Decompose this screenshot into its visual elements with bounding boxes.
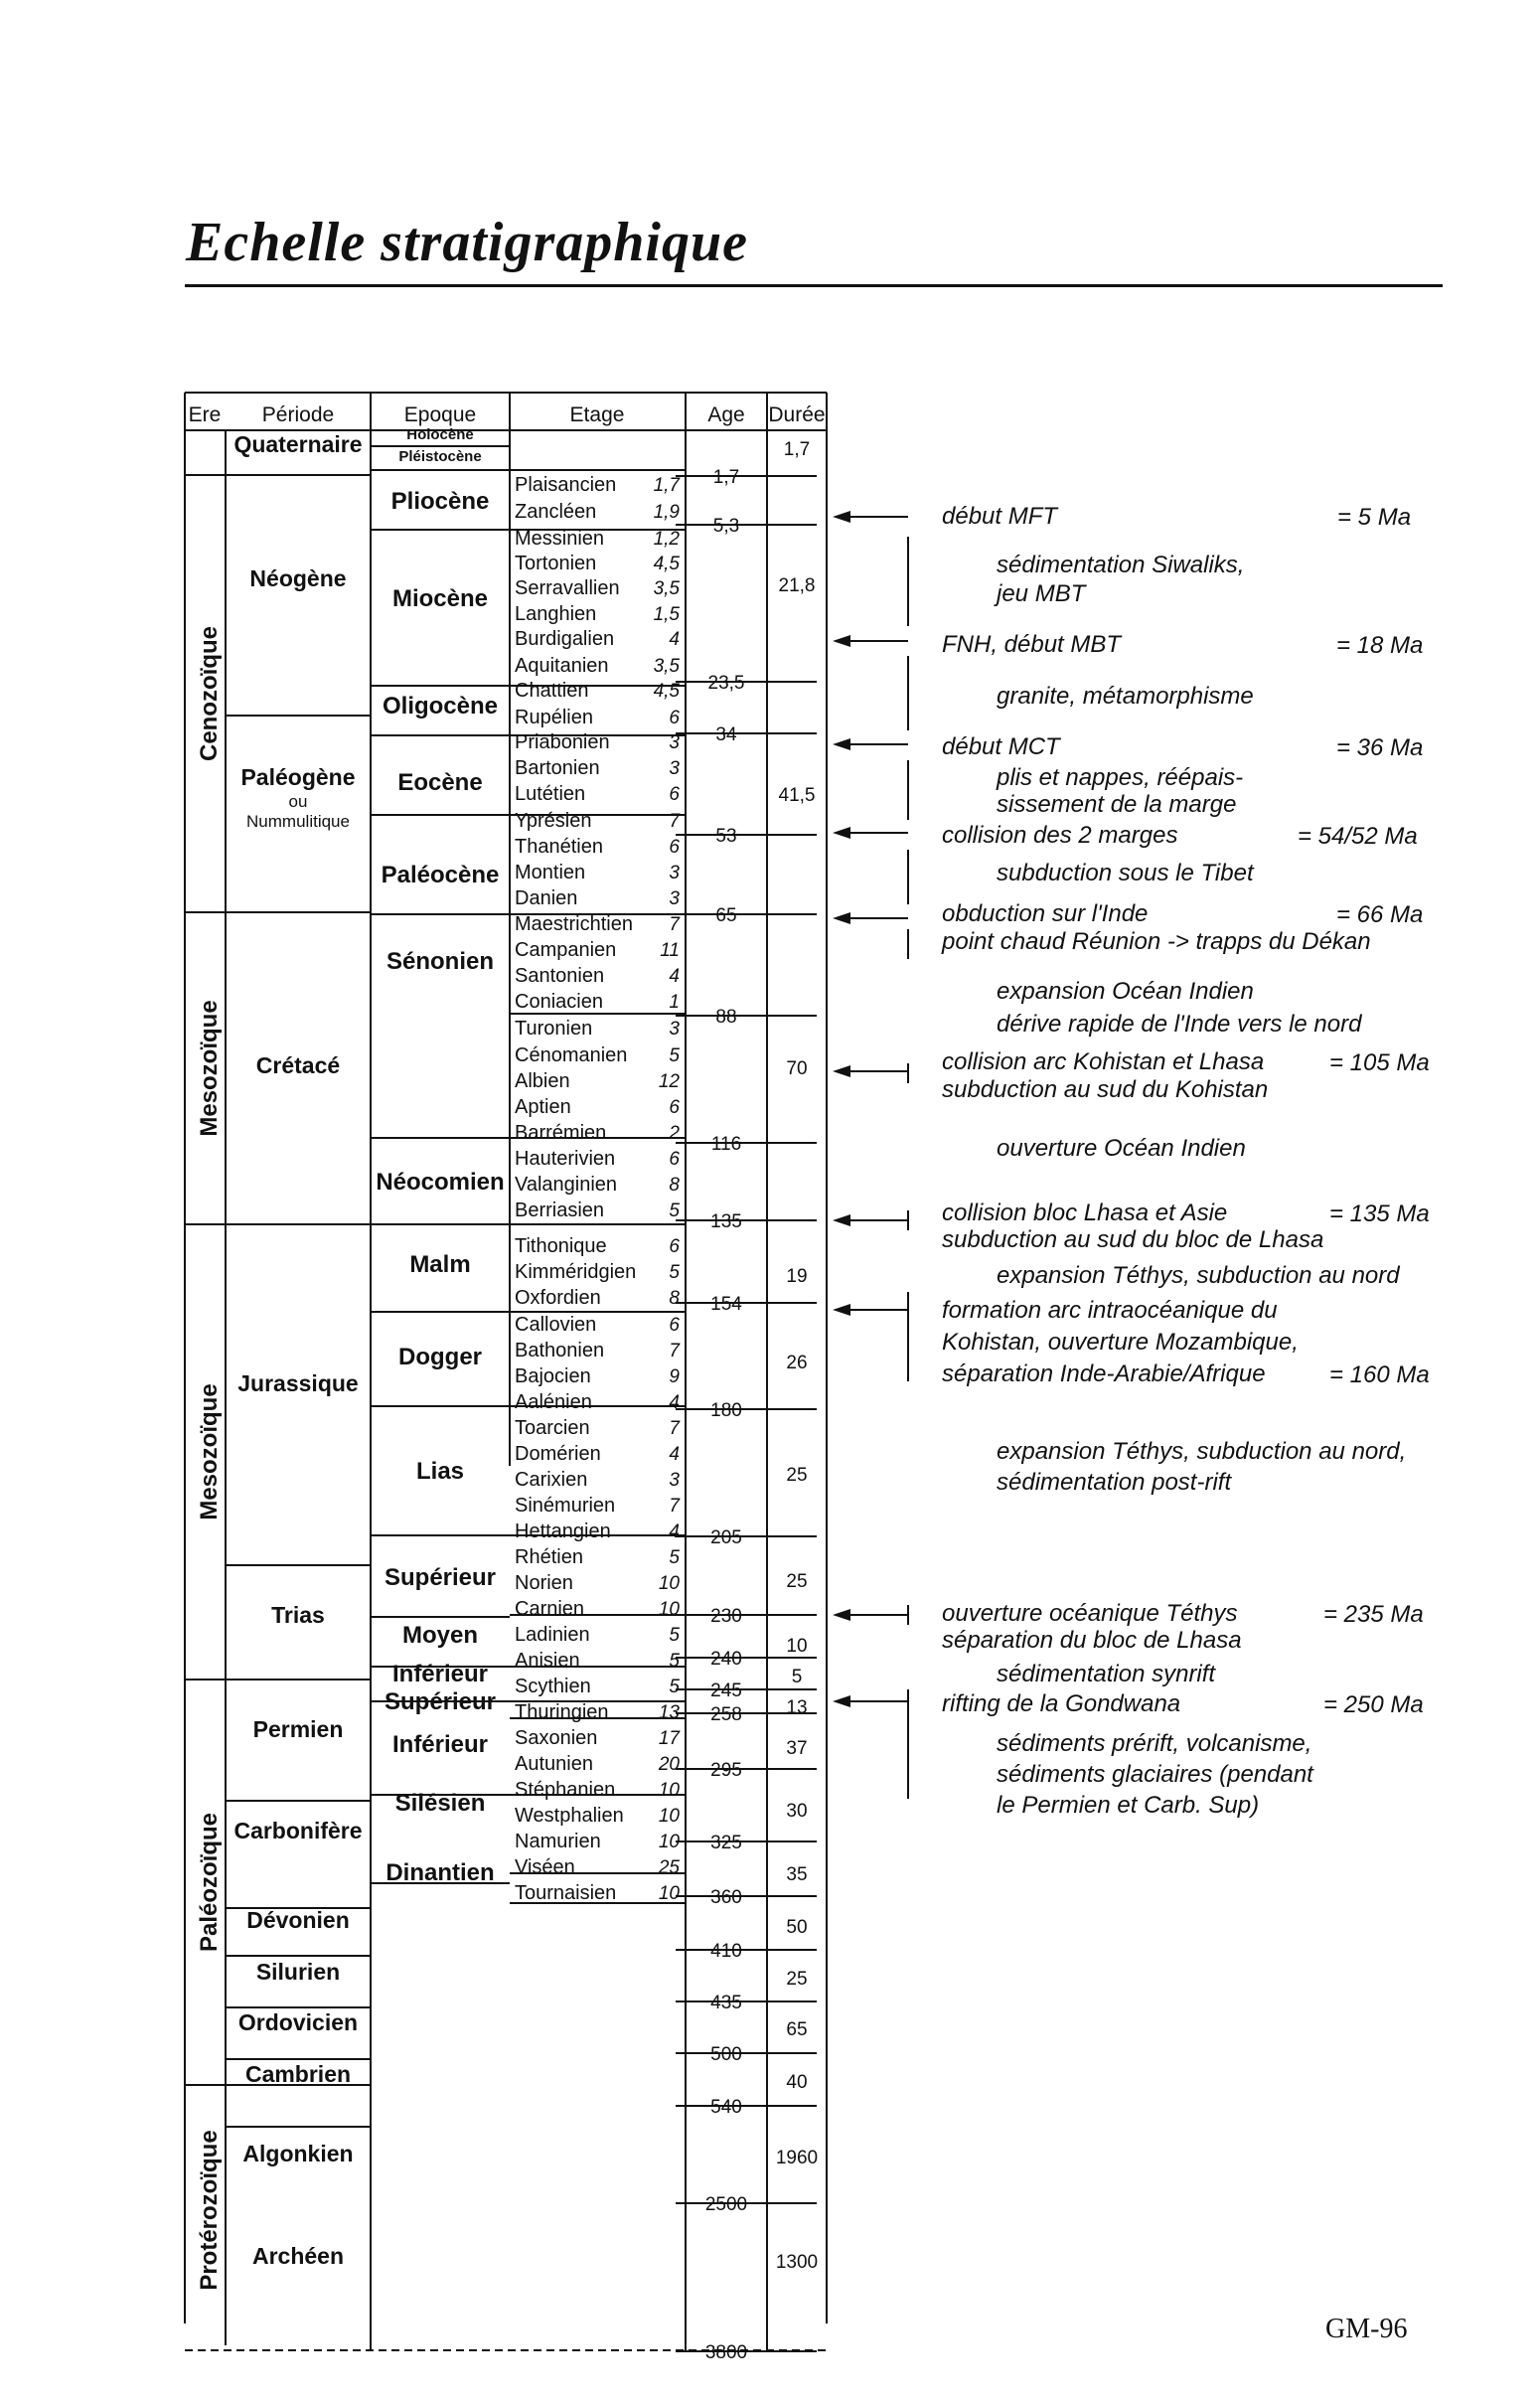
duration-value: 40 xyxy=(786,2072,808,2093)
annotation-text: expansion Téthys, subduction au nord xyxy=(997,1262,1400,1289)
stage-duration: 4,5 xyxy=(653,554,680,574)
annotation-age: = 36 Ma xyxy=(1336,734,1424,761)
stage-duration: 3 xyxy=(669,1470,680,1491)
age-value: 5,3 xyxy=(712,516,740,537)
stage-name: Cénomanien xyxy=(515,1044,628,1066)
annotation-text: sédimentation post-rift xyxy=(997,1469,1232,1496)
stage-name: Bathonien xyxy=(515,1340,605,1361)
stage-duration: 1,9 xyxy=(653,502,680,523)
stage-duration: 4 xyxy=(669,1521,680,1542)
duration-value: 10 xyxy=(786,1636,808,1657)
age-value: 88 xyxy=(715,1007,737,1028)
epoch-label: Dinantien xyxy=(385,1859,495,1886)
annotation-text: ouverture océanique Téthys xyxy=(942,1600,1238,1627)
stage-name: Saxonien xyxy=(515,1727,598,1749)
annotation-text: FNH, début MBT xyxy=(942,631,1122,658)
stage-name: Tithonique xyxy=(515,1235,607,1257)
stage-name: Chattien xyxy=(515,680,589,702)
annotation-text: granite, métamorphisme xyxy=(997,683,1254,710)
epoch-label: Pléistocène xyxy=(398,448,482,465)
epoch-label: Malm xyxy=(409,1251,471,1278)
age-value: 53 xyxy=(715,826,737,847)
annotation-text: ouverture Océan Indien xyxy=(997,1135,1246,1162)
stage-duration: 7 xyxy=(669,1496,680,1517)
age-value: 245 xyxy=(710,1681,742,1701)
age-value: 500 xyxy=(710,2044,742,2065)
period-label: Jurassique xyxy=(237,1370,359,1396)
annotation-text: collision arc Kohistan et Lhasa xyxy=(942,1048,1265,1075)
stage-name: Berriasien xyxy=(515,1200,605,1221)
epoch-label: Supérieur xyxy=(384,1564,497,1591)
duration-value: 65 xyxy=(786,2019,808,2040)
era-label: Protérozoïque xyxy=(196,2130,223,2291)
stage-name: Zancléen xyxy=(515,501,597,523)
stage-duration: 13 xyxy=(658,1702,680,1723)
duration-value: 25 xyxy=(786,1571,808,1592)
stage-name: Messinien xyxy=(515,528,605,550)
stage-duration: 8 xyxy=(669,1175,680,1196)
stage-duration: 7 xyxy=(669,1418,680,1439)
header-age: Age xyxy=(707,403,745,426)
stage-duration: 4 xyxy=(669,1444,680,1465)
annotation-text: sédimentation Siwaliks, xyxy=(997,552,1245,578)
period-label: Paléogène xyxy=(240,764,356,790)
stage-duration: 1,5 xyxy=(653,604,680,625)
stage-name: Rupélien xyxy=(515,707,593,728)
table-text xyxy=(189,403,826,2363)
annotation-text: subduction au sud du bloc de Lhasa xyxy=(942,1226,1324,1253)
duration-value: 25 xyxy=(786,1465,808,1486)
stage-duration: 3,5 xyxy=(653,656,680,677)
stage-name: Bajocien xyxy=(515,1365,591,1387)
stage-duration: 25 xyxy=(658,1857,680,1878)
annotation-age: = 105 Ma xyxy=(1329,1049,1430,1076)
arrow-head xyxy=(833,1695,850,1707)
epoch-label: Holocène xyxy=(406,426,474,443)
annotation-text: obduction sur l'Inde xyxy=(942,900,1149,927)
stage-name: Callovien xyxy=(515,1314,597,1336)
annotation-text: sédimentation synrift xyxy=(997,1661,1216,1687)
age-value: 325 xyxy=(710,1833,742,1853)
stage-name: Carixien xyxy=(515,1469,588,1491)
stage-name: Thuringien xyxy=(515,1701,609,1723)
stage-duration: 7 xyxy=(669,811,680,832)
stage-duration: 8 xyxy=(669,1288,680,1309)
epoch-label: Inférieur xyxy=(391,1661,489,1687)
arrow-head xyxy=(833,635,850,647)
duration-value: 5 xyxy=(791,1667,803,1687)
duration-value: 35 xyxy=(786,1864,808,1885)
stage-name: Toarcien xyxy=(515,1417,590,1439)
stage-name: Kimméridgien xyxy=(515,1261,637,1283)
arrow-head xyxy=(833,1609,850,1621)
stage-name: Westphalien xyxy=(515,1805,624,1827)
period-label: Crétacé xyxy=(255,1052,341,1078)
stage-duration: 5 xyxy=(669,1625,680,1646)
annotation-text: le Permien et Carb. Sup) xyxy=(997,1792,1260,1819)
age-value: 540 xyxy=(710,2097,742,2118)
stage-duration: 10 xyxy=(658,1883,680,1904)
stage-name: Tortonien xyxy=(515,553,597,574)
annotation-text: rifting de la Gondwana xyxy=(942,1690,1181,1717)
stage-duration: 6 xyxy=(669,784,680,805)
stage-duration: 12 xyxy=(658,1071,680,1092)
stage-duration: 3 xyxy=(669,863,680,883)
stage-duration: 4 xyxy=(669,966,680,987)
stage-duration: 4,5 xyxy=(653,681,680,702)
annotation-text: expansion Téthys, subduction au nord, xyxy=(997,1438,1407,1465)
epoch-label: Moyen xyxy=(401,1622,479,1649)
stage-duration: 1,7 xyxy=(653,475,680,496)
stage-name: Plaisancien xyxy=(515,474,617,496)
stage-duration: 10 xyxy=(658,1780,680,1801)
stage-name: Danien xyxy=(515,887,578,909)
stage-name: Sinémurien xyxy=(515,1495,616,1517)
annotation-text: point chaud Réunion -> trapps du Dékan xyxy=(942,928,1371,955)
duration-value: 26 xyxy=(786,1353,808,1373)
period-sublabel: ou xyxy=(288,792,308,811)
annotation-age: = 250 Ma xyxy=(1323,1691,1424,1718)
arrow-head xyxy=(833,511,850,523)
stage-name: Turonien xyxy=(515,1018,593,1040)
stage-name: Albien xyxy=(515,1070,570,1092)
stage-name: Campanien xyxy=(515,939,617,961)
header-epoque: Epoque xyxy=(403,403,477,426)
annotation-age: = 135 Ma xyxy=(1329,1200,1430,1227)
stage-duration: 5 xyxy=(669,1677,680,1697)
age-value: 116 xyxy=(710,1134,742,1155)
age-value: 360 xyxy=(710,1887,742,1908)
stage-duration: 3 xyxy=(669,758,680,779)
age-value: 3800 xyxy=(704,2342,748,2363)
stage-duration: 1,2 xyxy=(653,529,680,550)
stage-name: Viséen xyxy=(515,1856,575,1878)
annotation-text: sissement de la marge xyxy=(997,791,1237,818)
period-label: Cambrien xyxy=(244,2061,352,2087)
stage-name: Burdigalien xyxy=(515,628,615,650)
stage-name: Hettangien xyxy=(515,1521,611,1542)
stage-name: Norien xyxy=(515,1572,573,1594)
annotation-age: = 54/52 Ma xyxy=(1298,823,1418,850)
period-label: Quaternaire xyxy=(233,431,363,457)
duration-value: 37 xyxy=(786,1738,808,1759)
stage-name: Yprésien xyxy=(515,810,592,832)
arrow-head xyxy=(833,1065,850,1077)
stage-name: Namurien xyxy=(515,1831,601,1852)
epoch-label: Eocène xyxy=(397,769,483,796)
annotation-text: sédiments glaciaires (pendant xyxy=(997,1761,1313,1788)
age-value: 2500 xyxy=(704,2194,748,2215)
age-value: 23,5 xyxy=(707,673,745,694)
age-value: 295 xyxy=(710,1760,742,1781)
stage-name: Coniacien xyxy=(515,991,603,1013)
annotation-age: = 160 Ma xyxy=(1329,1361,1430,1388)
arrow-head xyxy=(833,1214,850,1226)
duration-value: 70 xyxy=(786,1058,808,1079)
stage-duration: 10 xyxy=(658,1832,680,1852)
epoch-label: Lias xyxy=(415,1458,465,1485)
arrow-head xyxy=(833,912,850,924)
duration-value: 13 xyxy=(786,1697,808,1718)
arrow-head xyxy=(833,827,850,839)
stage-name: Aquitanien xyxy=(515,655,609,677)
age-value: 240 xyxy=(710,1649,742,1670)
stage-duration: 5 xyxy=(669,1045,680,1066)
stage-duration: 3 xyxy=(669,888,680,909)
duration-value: 19 xyxy=(786,1266,808,1287)
stage-duration: 10 xyxy=(658,1573,680,1594)
stage-name: Serravallien xyxy=(515,577,620,599)
period-label: Ordovicien xyxy=(237,2009,359,2035)
stage-name: Scythien xyxy=(515,1676,591,1697)
stage-name: Carnien xyxy=(515,1598,585,1620)
stage-name: Barrémien xyxy=(515,1122,607,1144)
stage-duration: 11 xyxy=(660,940,680,961)
period-label: Algonkien xyxy=(242,2141,354,2166)
epoch-label: Néocomien xyxy=(376,1169,505,1196)
duration-value: 21,8 xyxy=(778,575,816,596)
annotation-age: = 66 Ma xyxy=(1336,901,1424,928)
annotation-text: dérive rapide de l'Inde vers le nord xyxy=(997,1011,1362,1038)
annotation-text: Kohistan, ouverture Mozambique, xyxy=(942,1329,1299,1356)
epoch-label: Pliocène xyxy=(390,488,490,515)
era-label: Mesozoïque xyxy=(196,1383,223,1521)
epoch-label: Oligocène xyxy=(382,693,499,720)
period-label: Trias xyxy=(271,1602,325,1628)
age-value: 154 xyxy=(710,1294,742,1315)
annotation-text: début MFT xyxy=(942,503,1058,530)
period-label: Carbonifère xyxy=(233,1818,363,1843)
era-label: Paléozoïque xyxy=(196,1812,223,1953)
age-value: 1,7 xyxy=(712,467,740,488)
era-label: Cenozoïque xyxy=(196,626,223,761)
arrow-head xyxy=(833,738,850,750)
duration-value: 41,5 xyxy=(778,785,816,806)
stage-duration: 5 xyxy=(669,1200,680,1221)
age-value: 65 xyxy=(715,905,737,926)
annotation-age: = 5 Ma xyxy=(1337,504,1412,531)
stage-duration: 3 xyxy=(669,732,680,753)
age-value: 410 xyxy=(710,1941,742,1962)
header-periode: Période xyxy=(261,403,335,426)
age-value: 230 xyxy=(710,1606,742,1627)
duration-value: 30 xyxy=(786,1801,808,1822)
era-label: Mesozoïque xyxy=(196,1000,223,1137)
stage-name: Ladinien xyxy=(515,1624,590,1646)
stage-duration: 1 xyxy=(669,992,680,1013)
annotation-age: = 18 Ma xyxy=(1336,632,1424,659)
annotation-text: début MCT xyxy=(942,733,1060,760)
stage-duration: 20 xyxy=(658,1754,680,1775)
annotation-age: = 235 Ma xyxy=(1323,1601,1424,1628)
annotation-text: expansion Océan Indien xyxy=(997,978,1254,1005)
stage-name: Domérien xyxy=(515,1443,601,1465)
page-number: GM-96 xyxy=(1325,2314,1408,2344)
annotation-text: collision des 2 marges xyxy=(942,822,1178,849)
stage-name: Maestrichtien xyxy=(515,913,633,935)
age-value: 258 xyxy=(710,1704,742,1725)
age-value: 435 xyxy=(710,1993,742,2013)
epoch-label: Inférieur xyxy=(391,1731,489,1758)
stage-duration: 10 xyxy=(658,1599,680,1620)
stage-duration: 6 xyxy=(669,1236,680,1257)
annotation-text: séparation du bloc de Lhasa xyxy=(942,1627,1242,1654)
stage-name: Valanginien xyxy=(515,1174,618,1196)
epoch-label: Paléocène xyxy=(381,862,500,888)
stage-name: Anisien xyxy=(515,1650,580,1672)
header-ere: Ere xyxy=(188,403,222,426)
stage-name: Montien xyxy=(515,862,586,883)
stage-duration: 5 xyxy=(669,1651,680,1672)
duration-value: 1,7 xyxy=(783,439,811,460)
duration-value: 1960 xyxy=(775,2148,819,2168)
annotation-text: séparation Inde-Arabie/Afrique xyxy=(942,1361,1266,1387)
stage-name: Autunien xyxy=(515,1753,593,1775)
stage-duration: 6 xyxy=(669,1149,680,1170)
stage-name: Hauterivien xyxy=(515,1148,616,1170)
period-label: Permien xyxy=(252,1716,344,1742)
stage-duration: 5 xyxy=(669,1547,680,1568)
stage-duration: 9 xyxy=(669,1366,680,1387)
annotation-text: plis et nappes, réépais- xyxy=(997,764,1244,791)
age-value: 180 xyxy=(710,1400,742,1421)
annotation-text: subduction au sud du Kohistan xyxy=(942,1076,1269,1103)
period-label: Néogène xyxy=(249,565,347,591)
header-etage: Etage xyxy=(569,403,625,426)
arrow-head xyxy=(833,1304,850,1316)
stage-duration: 17 xyxy=(658,1728,680,1749)
stage-name: Stéphanien xyxy=(515,1779,616,1801)
stage-name: Bartonien xyxy=(515,757,600,779)
epoch-label: Sénonien xyxy=(385,948,495,975)
duration-value: 50 xyxy=(786,1917,808,1938)
epoch-label: Supérieur xyxy=(384,1688,497,1715)
stage-duration: 3 xyxy=(669,1019,680,1040)
stage-duration: 4 xyxy=(669,1392,680,1413)
stage-duration: 6 xyxy=(669,837,680,858)
epoch-label: Miocène xyxy=(391,585,489,612)
annotation-text: sédiments prérift, volcanisme, xyxy=(997,1730,1312,1757)
page-title: Echelle stratigraphique xyxy=(186,212,748,273)
stage-name: Aptien xyxy=(515,1096,571,1118)
annotation-text: jeu MBT xyxy=(997,580,1086,607)
duration-value: 25 xyxy=(786,1969,808,1990)
stage-name: Priabonien xyxy=(515,731,610,753)
period-label: Dévonien xyxy=(246,1907,350,1933)
stage-duration: 7 xyxy=(669,1341,680,1361)
stage-name: Lutétien xyxy=(515,783,586,805)
annotation-text: formation arc intraocéanique du xyxy=(942,1297,1278,1324)
annotation-text: collision bloc Lhasa et Asie xyxy=(942,1200,1228,1226)
annotation-text: subduction sous le Tibet xyxy=(997,860,1254,886)
period-label: Silurien xyxy=(255,1959,341,1985)
stage-duration: 3,5 xyxy=(653,578,680,599)
stage-duration: 7 xyxy=(669,914,680,935)
stage-duration: 6 xyxy=(669,1097,680,1118)
stage-duration: 5 xyxy=(669,1262,680,1283)
stage-name: Aalénien xyxy=(515,1391,592,1413)
stage-name: Tournaisien xyxy=(515,1882,617,1904)
age-value: 135 xyxy=(710,1211,742,1232)
period-sublabel: Nummulitique xyxy=(246,812,350,831)
header-duree: Durée xyxy=(768,403,826,426)
stage-name: Thanétien xyxy=(515,836,603,858)
stage-duration: 6 xyxy=(669,708,680,728)
duration-value: 1300 xyxy=(775,2252,819,2273)
stage-name: Langhien xyxy=(515,603,597,625)
stage-name: Oxfordien xyxy=(515,1287,601,1309)
stage-duration: 10 xyxy=(658,1806,680,1827)
annotation-arrows xyxy=(833,511,908,1799)
stage-duration: 4 xyxy=(669,629,680,650)
period-label: Archéen xyxy=(251,2243,345,2269)
age-value: 205 xyxy=(710,1527,742,1548)
epoch-label: Silésien xyxy=(394,1790,486,1817)
stage-duration: 6 xyxy=(669,1315,680,1336)
stage-duration: 2 xyxy=(669,1123,680,1144)
epoch-label: Dogger xyxy=(398,1344,482,1370)
stage-name: Rhétien xyxy=(515,1546,583,1568)
stage-name: Santonien xyxy=(515,965,605,987)
age-value: 34 xyxy=(715,724,737,745)
